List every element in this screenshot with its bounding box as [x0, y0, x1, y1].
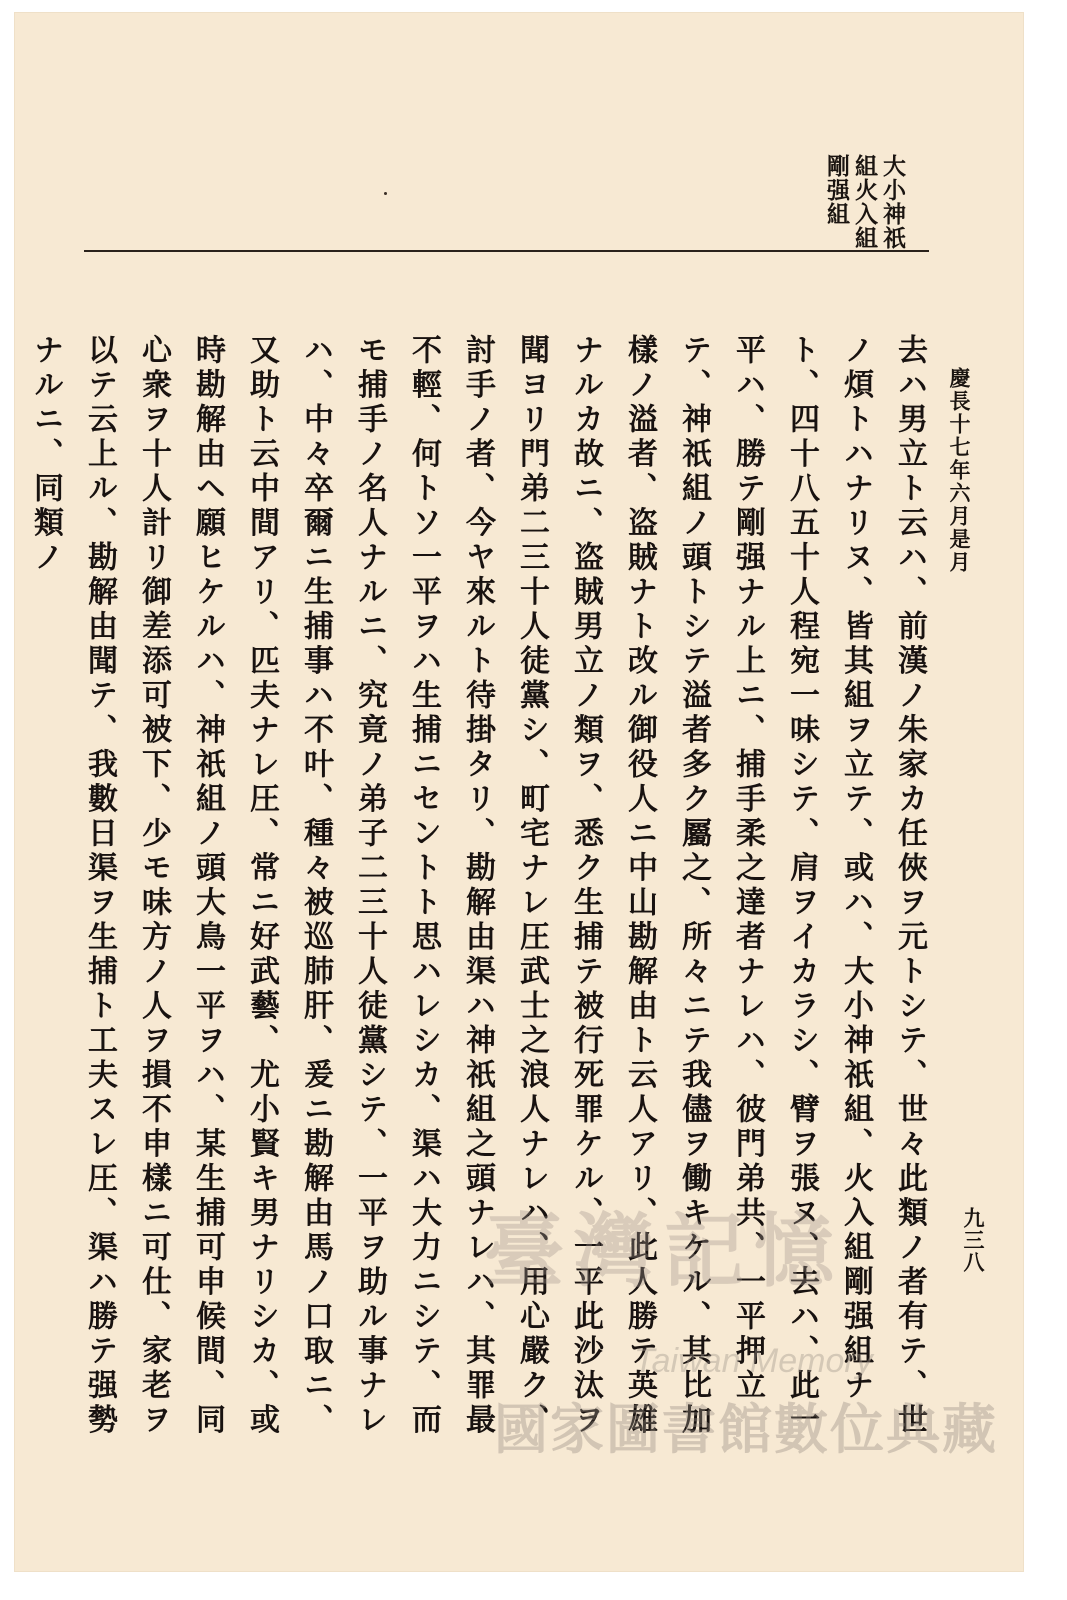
running-header-date: 慶長十七年六月是月	[947, 367, 972, 574]
margin-heading-line: 組火入組	[851, 154, 878, 250]
watermark-subtitle: 國家圖書館數位典藏	[494, 1397, 998, 1461]
section-divider	[84, 250, 929, 252]
page-number: 九三八	[961, 1207, 986, 1273]
margin-heading	[822, 154, 904, 250]
watermark-title: 臺灣記憶	[484, 1204, 844, 1298]
body-text: 去ハ男立ト云ハ、前漢ノ朱家カ任俠ヲ元トシテ、世々此類ノ者有テ、世ノ煩トハナリヌ、皆其組ヲ立テ、或ハ、大小神祇組、火入組剛强組ナト、四十八五十人程宛一味シテ、肩ヲイカラシ、臂ヲ張ヌ、去ハ、此一平ハ、勝テ剛强ナル上ニ、捕手柔之達者ナレハ、彼門弟共、一平押立テ、神祇組ノ頭トシテ溢者多ク屬之、所々ニテ我儘ヲ働キケル、其比加樣ノ溢者、盗賊ナト改ル御役人ニ中山勘解由ト云人アリ、此人勝テ英雄ナルカ故ニ、盗賊男立ノ類ヲ、悉ク生捕テ被行死罪ケル、一平此沙汰ヲ聞ヨリ門弟二三十人徒黨シ、町宅ナレ圧武士之浪人ナレハ、用心嚴ク、討手ノ者、今ヤ來ルト待掛タリ、勘解由渠ハ神祇組之頭ナレハ、其罪最不輕、何トソ一平ヲハ生捕ニセントト思ハレシカ、渠ハ大力ニシテ、而モ捕手ノ名人ナルニ、究竟ノ弟子二三十人徒黨シテ、一平ヲ助ル事ナレハ、中々卒爾ニ生捕事ハ不叶、種々被巡肺肝、爰ニ勘解由馬ノ口取ニ、又助ト云中間アリ、匹夫ナレ圧、常ニ好武藝、尤小賢キ男ナリシカ、或時勘解由ヘ願ヒケルハ、神祇組ノ頭大鳥一平ヲハ、某生捕可申候間、同心衆ヲ十人計リ御差添可被下、少モ味方ノ人ヲ損不申樣ニ可仕、家老ヲ以テ云上ル、勘解由聞テ、我數日渠ヲ生捕ト工夫スレ圧、渠ハ勝テ强勢ナルニ、同類ノ	[28, 334, 927, 1438]
book-page	[14, 12, 1024, 1572]
watermark-english: Taiwan Memory	[634, 1342, 873, 1380]
ink-speck	[384, 192, 387, 195]
margin-heading-line: 剛强組	[823, 154, 850, 226]
margin-heading-line: 大小神祇	[879, 154, 906, 250]
